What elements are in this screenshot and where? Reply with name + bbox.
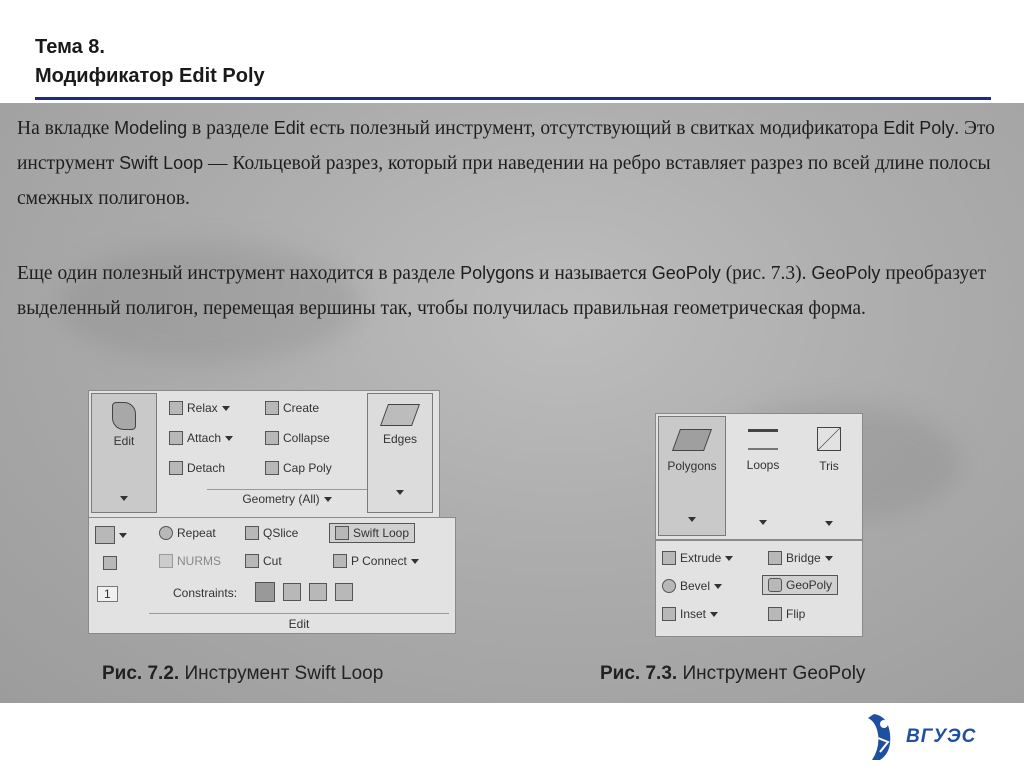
constraints-toolbar xyxy=(255,582,353,602)
p-connect-label: P Connect xyxy=(351,554,407,568)
edit-section-text: Edit xyxy=(288,617,310,631)
swift-loop-icon xyxy=(335,526,349,540)
chevron-down-icon xyxy=(119,533,127,538)
attach-button[interactable] xyxy=(169,431,233,445)
book-page-photo xyxy=(0,103,1024,703)
constraint-normal-icon[interactable] xyxy=(335,583,353,601)
cut-label: Cut xyxy=(263,554,282,568)
figure-7-2-caption xyxy=(102,663,383,685)
attach-icon xyxy=(169,431,183,445)
edit-section-label xyxy=(149,613,449,631)
collapse-label: Collapse xyxy=(283,431,330,445)
bevel-button[interactable] xyxy=(662,579,722,593)
ribbon-polygon-tools xyxy=(655,540,863,637)
paragraph-swift-loop xyxy=(17,111,1007,216)
polygons-button-label: Polygons xyxy=(667,459,717,473)
create-button[interactable] xyxy=(265,401,319,415)
constraint-face-icon[interactable] xyxy=(309,583,327,601)
keyword-geopoly: GeoPoly xyxy=(811,263,881,283)
bridge-label: Bridge xyxy=(786,551,821,565)
extrude-label: Extrude xyxy=(680,551,722,565)
relax-button[interactable] xyxy=(169,401,230,415)
preview-icon xyxy=(103,556,117,570)
cap-poly-button[interactable] xyxy=(265,461,332,475)
edges-icon xyxy=(380,404,420,426)
chevron-down-icon xyxy=(92,490,156,504)
title-divider xyxy=(35,97,991,100)
repeat-button[interactable] xyxy=(159,526,216,540)
ribbon-geometry-panel xyxy=(88,390,440,518)
number-value: 1 xyxy=(97,586,118,602)
bridge-button[interactable] xyxy=(768,551,833,565)
caption-number: Рис. 7.2. xyxy=(102,663,180,684)
collapse-icon xyxy=(265,431,279,445)
nurms-label: NURMS xyxy=(177,554,221,568)
ribbon-polygons-panel xyxy=(655,413,863,540)
selection-dropdown[interactable] xyxy=(95,526,127,544)
geometry-all-label: Geometry (All) xyxy=(242,492,320,506)
keyword-edit: Edit xyxy=(273,118,305,138)
number-spinner[interactable] xyxy=(97,586,118,602)
p-connect-icon xyxy=(333,554,347,568)
bridge-icon xyxy=(768,551,782,565)
text-run: и называется xyxy=(534,263,652,284)
loops-icon xyxy=(748,429,778,450)
chevron-down-icon xyxy=(799,515,859,529)
geopoly-button[interactable] xyxy=(762,575,838,595)
chevron-down-icon xyxy=(825,556,833,561)
caption-text: Инструмент Swift Loop xyxy=(179,663,384,684)
cap-poly-label: Cap Poly xyxy=(283,461,332,475)
chevron-down-icon xyxy=(324,497,332,502)
keyword-geopoly: GeoPoly xyxy=(651,263,721,283)
chevron-down-icon xyxy=(411,559,419,564)
extrude-button[interactable] xyxy=(662,551,733,565)
text-run: есть полезный инструмент, отсутствующий в свитках модификатора xyxy=(304,118,884,139)
ribbon-edit-panel xyxy=(88,517,456,634)
caption-number: Рис. 7.3. xyxy=(600,663,678,684)
flip-button[interactable] xyxy=(768,607,805,621)
nurms-icon xyxy=(159,554,173,568)
text-run: — Кольцевой разрез, который при наведении на ребро вставляет разрез по всей длине полосы смежных полигонов. xyxy=(17,153,991,209)
keyword-swift-loop: Swift Loop xyxy=(119,153,204,173)
polygons-icon xyxy=(672,429,712,451)
qslice-icon xyxy=(245,526,259,540)
edit-big-button[interactable] xyxy=(91,393,157,513)
selection-icon xyxy=(95,526,115,544)
edit-tool-icon xyxy=(112,402,136,430)
slide-title xyxy=(35,33,265,91)
text-run: Еще один полезный инструмент находится в разделе xyxy=(17,263,461,284)
logo-text: ВГУЭС xyxy=(906,726,977,747)
create-icon xyxy=(265,401,279,415)
caption-text: Инструмент GeoPoly xyxy=(677,663,866,684)
swift-loop-button[interactable] xyxy=(329,523,415,543)
constraint-edge-icon[interactable] xyxy=(283,583,301,601)
bevel-icon xyxy=(662,579,676,593)
chevron-down-icon xyxy=(368,484,432,498)
slide-title-line2: Модификатор Edit Poly xyxy=(35,65,265,87)
collapse-button[interactable] xyxy=(265,431,330,445)
qslice-label: QSlice xyxy=(263,526,299,540)
keyword-modeling: Modeling xyxy=(114,118,188,138)
cut-icon xyxy=(245,554,259,568)
repeat-label: Repeat xyxy=(177,526,216,540)
polygons-big-button[interactable] xyxy=(658,416,726,536)
chevron-down-icon xyxy=(710,612,718,617)
bevel-label: Bevel xyxy=(680,579,711,593)
relax-label: Relax xyxy=(187,401,218,415)
text-run: . Это инструмент xyxy=(17,118,995,174)
preview-toggle[interactable] xyxy=(103,556,117,570)
tris-big-button[interactable] xyxy=(798,416,860,536)
chevron-down-icon xyxy=(222,406,230,411)
chevron-down-icon xyxy=(714,584,722,589)
flip-icon xyxy=(768,607,782,621)
text-run: На вкладке xyxy=(17,118,115,139)
attach-label: Attach xyxy=(187,431,222,445)
create-label: Create xyxy=(283,401,320,415)
edges-button-label: Edges xyxy=(382,432,418,446)
relax-icon xyxy=(169,401,183,415)
tris-button-label: Tris xyxy=(819,459,839,473)
keyword-polygons: Polygons xyxy=(460,263,535,283)
inset-icon xyxy=(662,607,676,621)
constraint-none-icon[interactable] xyxy=(255,582,275,602)
paragraph-geopoly xyxy=(17,256,1007,326)
slide-title-line1: Тема 8. xyxy=(35,36,105,58)
cap-poly-icon xyxy=(265,461,279,475)
repeat-icon xyxy=(159,526,173,540)
geopoly-label: GeoPoly xyxy=(786,578,833,592)
detach-label: Detach xyxy=(187,461,226,475)
geometry-all-section[interactable] xyxy=(207,489,367,506)
figure-7-3-caption xyxy=(600,663,865,685)
loops-button-label: Loops xyxy=(746,458,780,472)
chevron-down-icon xyxy=(225,436,233,441)
keyword-edit-poly: Edit Poly xyxy=(883,118,955,138)
flip-label: Flip xyxy=(786,607,806,621)
text-run: (рис. 7.3). xyxy=(720,263,812,284)
constraints-text: Constraints: xyxy=(173,586,238,600)
text-run: в разделе xyxy=(187,118,274,139)
text-run: преобразует выделенный полигон, перемещая вершины так, чтобы получилась правильная геометрическая форма. xyxy=(17,263,987,319)
detach-icon xyxy=(169,461,183,475)
extrude-icon xyxy=(662,551,676,565)
chevron-down-icon xyxy=(733,514,793,528)
qslice-button[interactable] xyxy=(245,526,298,540)
cut-button[interactable] xyxy=(245,554,282,568)
nurms-button xyxy=(159,554,221,568)
edges-big-button[interactable] xyxy=(367,393,433,513)
p-connect-button[interactable] xyxy=(333,554,419,568)
swift-loop-label: Swift Loop xyxy=(353,526,410,540)
edit-button-label: Edit xyxy=(113,434,135,448)
inset-button[interactable] xyxy=(662,607,718,621)
tris-icon xyxy=(817,427,841,451)
chevron-down-icon xyxy=(659,511,725,525)
loops-big-button[interactable] xyxy=(732,416,794,536)
detach-button[interactable] xyxy=(169,461,225,475)
chevron-down-icon xyxy=(725,556,733,561)
constraints-label xyxy=(173,586,237,600)
inset-label: Inset xyxy=(680,607,707,621)
pentagon-icon xyxy=(768,578,782,592)
